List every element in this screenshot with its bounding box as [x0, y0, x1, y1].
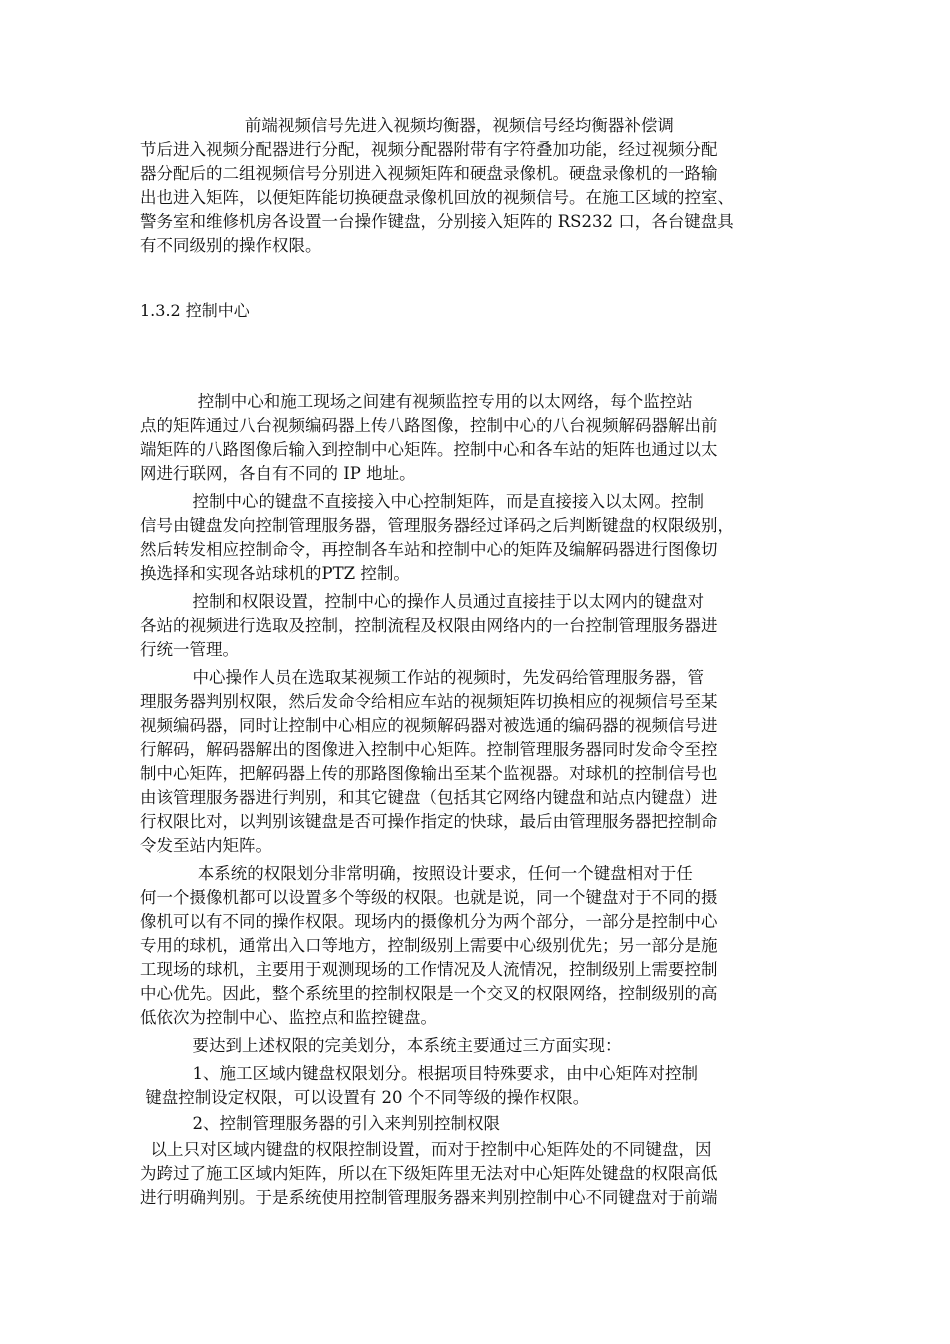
paragraph-line: 理服务器判别权限，然后发命令给相应车站的视频矩阵切换相应的视频信号至某 [140, 692, 718, 711]
paragraph-line: 点的矩阵通过八台视频编码器上传八路图像，控制中心的八台视频解码器解出前 [140, 416, 718, 435]
paragraph-line: 本系统的权限划分非常明确，按照设计要求，任何一个键盘相对于任 [140, 864, 693, 883]
paragraph-line: 键盘控制设定权限，可以设置有 20 个不同等级的操作权限。 [140, 1088, 590, 1107]
paragraph-line: 控制和权限设置，控制中心的操作人员通过直接挂于以太网内的键盘对 [140, 592, 704, 611]
paragraph-line: 换选择和实现各站球机的PTZ 控制。 [140, 564, 410, 583]
paragraph-line: 控制中心和施工现场之间建有视频监控专用的以太网络，每个监控站 [140, 392, 693, 411]
paragraph-line: 由该管理服务器进行判别，和其它键盘（包括其它网络内键盘和站点内键盘）进 [140, 788, 718, 807]
paragraph-line: 中心操作人员在选取某视频工作站的视频时，先发码给管理服务器，管 [140, 668, 704, 687]
paragraph-line: 专用的球机，通常出入口等地方，控制级别上需要中心级别优先；另一部分是施 [140, 936, 718, 955]
paragraph-line: 节后进入视频分配器进行分配，视频分配器附带有字符叠加功能，经过视频分配 [140, 140, 718, 159]
paragraph-line: 信号由键盘发向控制管理服务器，管理服务器经过译码之后判断键盘的权限级别， [140, 516, 734, 535]
paragraph-line: 行权限比对，以判别该键盘是否可操作指定的快球，最后由管理服务器把控制命 [140, 812, 718, 831]
paragraph-line: 各站的视频进行选取及控制，控制流程及权限由网络内的一台控制管理服务器进 [140, 616, 718, 635]
paragraph-line: 端矩阵的八路图像后输入到控制中心矩阵。控制中心和各车站的矩阵也通过以太 [140, 440, 718, 459]
paragraph-line: 有不同级别的操作权限。 [140, 236, 322, 255]
paragraph-line: 进行明确判别。于是系统使用控制管理服务器来判别控制中心不同键盘对于前端 [140, 1188, 718, 1207]
paragraph-line: 为跨过了施工区域内矩阵，所以在下级矩阵里无法对中心矩阵处键盘的权限高低 [140, 1164, 718, 1183]
paragraph-line: 视频编码器，同时让控制中心相应的视频解码器对被选通的编码器的视频信号进 [140, 716, 718, 735]
paragraph-line: 出也进入矩阵，以便矩阵能切换硬盘录像机回放的视频信号。在施工区域的控室、 [140, 188, 734, 207]
paragraph-line: 2、控制管理服务器的引入来判别控制权限 [140, 1114, 500, 1133]
paragraph-line: 中心优先。因此，整个系统里的控制权限是一个交叉的权限网络，控制级别的高 [140, 984, 718, 1003]
paragraph-line: 以上只对区域内键盘的权限控制设置，而对于控制中心矩阵处的不同键盘，因 [140, 1140, 712, 1159]
paragraph-line: 然后转发相应控制命令，再控制各车站和控制中心的矩阵及编解码器进行图像切 [140, 540, 718, 559]
paragraph-line: 工现场的球机，主要用于观测现场的工作情况及人流情况，控制级别上需要控制 [140, 960, 718, 979]
paragraph-line: 器分配后的二组视频信号分别进入视频矩阵和硬盘录像机。硬盘录像机的一路输 [140, 164, 718, 183]
paragraph-line: 行统一管理。 [140, 640, 239, 659]
paragraph-line: 令发至站内矩阵。 [140, 836, 272, 855]
paragraph-line: 何一个摄像机都可以设置多个等级的权限。也就是说，同一个键盘对于不同的摄 [140, 888, 718, 907]
paragraph-line: 像机可以有不同的操作权限。现场内的摄像机分为两个部分，一部分是控制中心 [140, 912, 718, 931]
paragraph-line: 警务室和维修机房各设置一台操作键盘，分别接入矩阵的 RS232 口，各台键盘具 [140, 212, 734, 231]
paragraph-line: 1、施工区域内键盘权限划分。根据项目特殊要求，由中心矩阵对控制 [140, 1064, 698, 1083]
section-heading: 1.3.2 控制中心 [140, 301, 250, 320]
paragraph-line: 前端视频信号先进入视频均衡器，视频信号经均衡器补偿调 [140, 116, 674, 135]
paragraph-line: 制中心矩阵，把解码器上传的那路图像输出至某个监视器。对球机的控制信号也 [140, 764, 718, 783]
paragraph-line: 行解码，解码器解出的图像进入控制中心矩阵。控制管理服务器同时发命令至控 [140, 740, 718, 759]
paragraph-line: 网进行联网，各自有不同的 IP 地址。 [140, 464, 416, 483]
paragraph-line: 低依次为控制中心、监控点和监控键盘。 [140, 1008, 437, 1027]
paragraph-line: 控制中心的键盘不直接接入中心控制矩阵，而是直接接入以太网。控制 [140, 492, 704, 511]
paragraph-line: 要达到上述权限的完美划分，本系统主要通过三方面实现： [140, 1036, 622, 1055]
